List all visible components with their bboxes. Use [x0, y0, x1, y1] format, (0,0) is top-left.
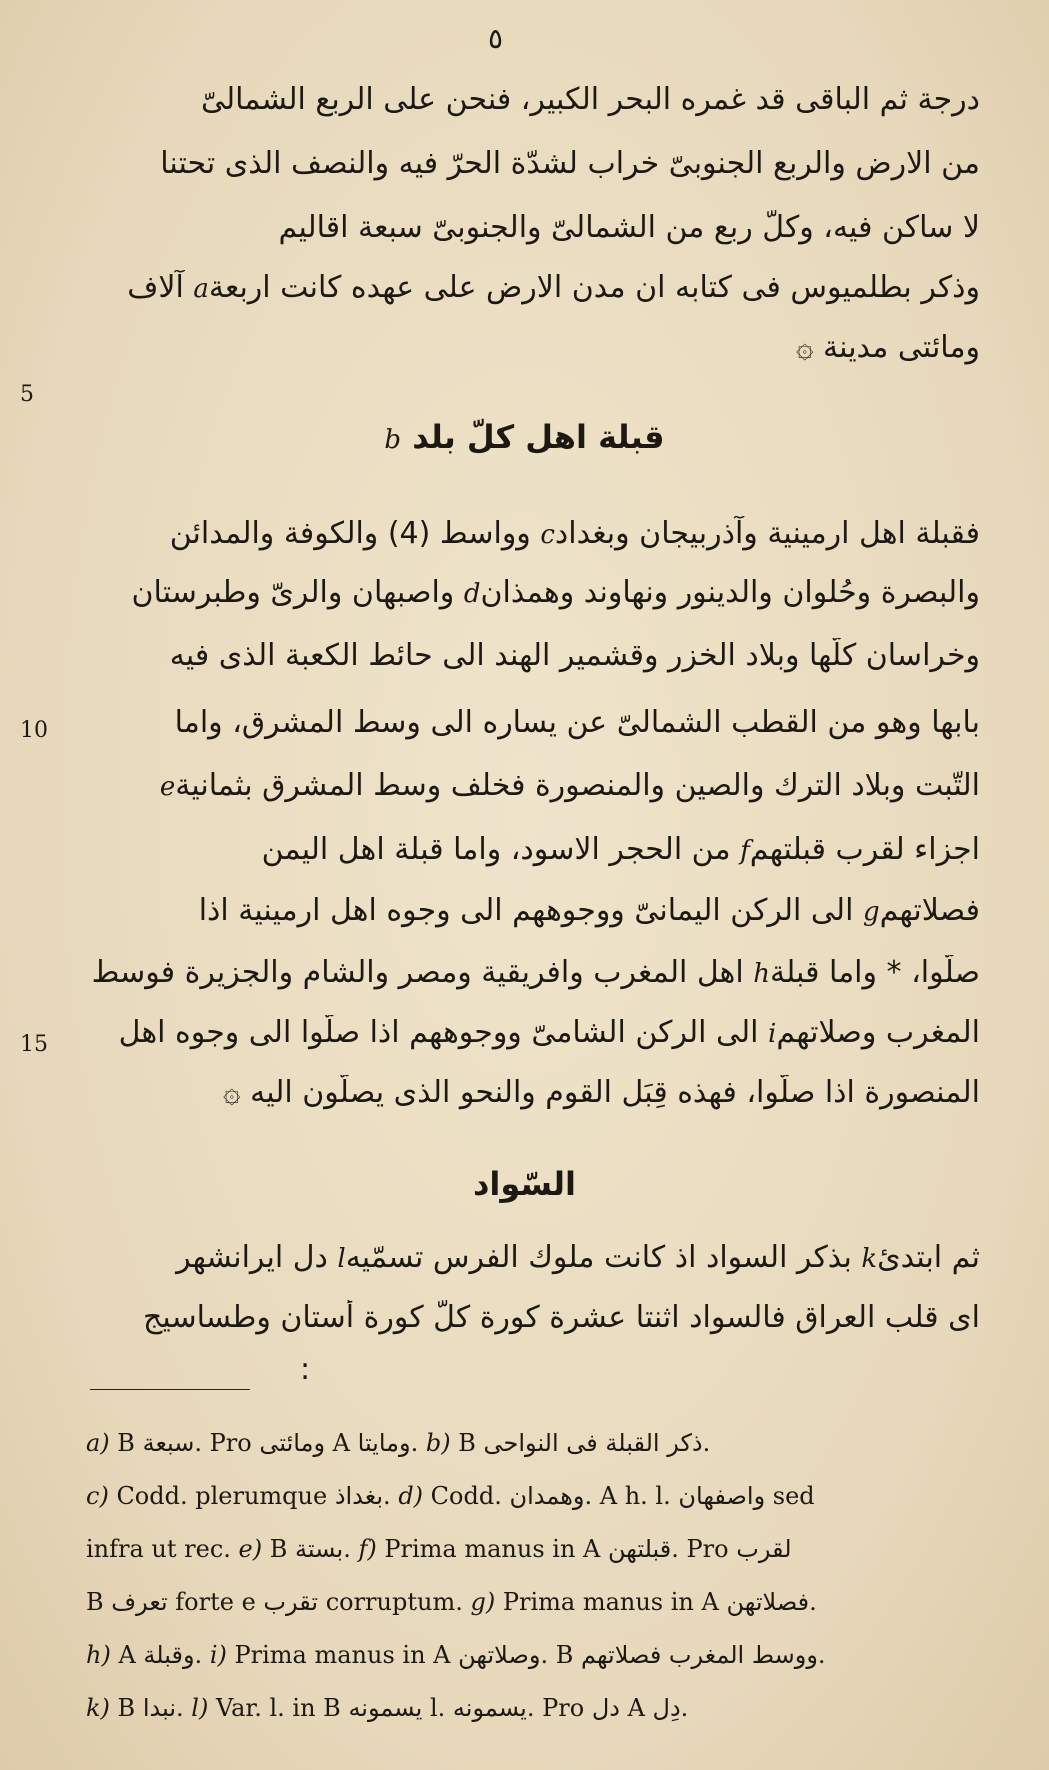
text-line [40, 832, 980, 869]
section-heading-sawad [0, 1165, 1049, 1203]
footnote-text: . [176, 1694, 192, 1722]
text-segment: درجة ثم الباقى قد غمره البحر الكبير، فنحن على الربع الشمالىّ [200, 82, 980, 117]
heading-text: السّواد [473, 1165, 576, 1203]
footnote-text: A [325, 1429, 358, 1457]
footnote-key: b) [425, 1429, 451, 1457]
text-segment: وخراسان كلّها وبلاد الخزر وقشمير الهند الى حائط الكعبة الذى فيه [169, 638, 980, 673]
arabic-variant: فصلاتهن [726, 1588, 810, 1616]
arabic-variant: تعرف [111, 1588, 168, 1616]
text-segment: المنصورة اذا صلّوا، فهذه قِبَل القوم والنحو الذى يصلّون اليه ۞ [223, 1075, 980, 1110]
footnote-line [86, 1534, 991, 1564]
footnote-text: . [817, 1641, 826, 1669]
footnote-ref: l [337, 1244, 346, 1274]
text-line [40, 638, 980, 674]
footnote-text: Prima manus in A [376, 1535, 609, 1563]
arabic-variant: يسمونه [348, 1694, 423, 1722]
text-segment: بابها وهو من القطب الشمالىّ عن يساره الى وسط المشرق، واما [174, 705, 980, 740]
text-line [40, 516, 980, 553]
footnote-text: . Pro [671, 1535, 737, 1563]
text-segment: فصلاتهم [879, 893, 980, 928]
footnote-key: c) [86, 1482, 109, 1510]
footnote-text: . A h. l. [584, 1482, 679, 1510]
arabic-variant: ومائتى [259, 1429, 326, 1457]
text-segment: ومائتى مدينة ۞ [795, 330, 980, 365]
arabic-variant: ووسط المغرب فصلاتهم [580, 1641, 818, 1669]
text-line [40, 768, 980, 805]
footnote-text: corruptum. [318, 1588, 471, 1616]
text-line [40, 1075, 980, 1111]
footnote-text: Var. l. in B [208, 1694, 349, 1722]
footnote-text: B [109, 1694, 143, 1722]
text-segment: اهل المغرب وافريقية ومصر والشام والجزيرة فوسط [91, 955, 754, 990]
footnote-key: f) [358, 1535, 377, 1563]
text-segment: من الحجر الاسود، واما قبلة اهل اليمن [261, 832, 741, 867]
text-segment: الى الركن اليمانىّ ووجوههم الى وجوه اهل ارمينية اذا [198, 893, 863, 928]
footnote-key: l) [191, 1694, 209, 1722]
arabic-variant: تقرب [263, 1588, 319, 1616]
arabic-variant: دل [591, 1694, 620, 1722]
line-number: 5 [20, 382, 34, 407]
footnote-line [86, 1428, 991, 1458]
footnote-key: h) [86, 1641, 111, 1669]
arabic-variant: قبلتهن [608, 1535, 672, 1563]
footnote-text: . [410, 1429, 426, 1457]
footnote-line [86, 1693, 991, 1723]
footnote-line [86, 1481, 991, 1511]
footnote-key: i) [209, 1641, 227, 1669]
footnote-text: Codd. [423, 1482, 510, 1510]
arabic-variant: لقرب [736, 1535, 792, 1563]
text-segment: اى قلب العراق فالسواد اثنتا عشرة كورة كلّ كورة أستان وطساسيج [143, 1300, 980, 1335]
arabic-variant: سبعة [142, 1429, 195, 1457]
line-number: 10 [20, 718, 48, 743]
text-segment: صلّوا، * واما قبلة [770, 955, 980, 990]
text-line [40, 1015, 980, 1052]
footnote-text: . Pro [194, 1429, 260, 1457]
footnote-text: A [110, 1641, 144, 1669]
text-segment: ثم ابتدئ [877, 1240, 980, 1275]
arabic-variant: بستة [295, 1535, 344, 1563]
text-segment: فقبلة اهل ارمينية وآذربيجان وبغداد [554, 516, 980, 551]
footnote-text: . [702, 1429, 711, 1457]
text-segment: اجزاء لقرب قبلتهم [749, 832, 980, 867]
footnote-text: Prima manus in A [226, 1641, 459, 1669]
text-segment: : [299, 1352, 311, 1387]
arabic-variant: وقبلة [143, 1641, 195, 1669]
footnote-rule [90, 1389, 250, 1390]
text-line [40, 330, 980, 366]
footnote-ref: b [384, 425, 402, 455]
text-line [40, 705, 980, 741]
page-number: ٥ [488, 22, 504, 55]
text-line [40, 1300, 980, 1336]
footnote-key: e) [238, 1535, 263, 1563]
text-segment: الى الركن الشامىّ ووجوههم اذا صلّوا الى وجوه اهل [118, 1015, 769, 1050]
footnote-text: sed [765, 1482, 815, 1510]
footnote-text: . [194, 1641, 210, 1669]
arabic-variant: وهمدان [509, 1482, 585, 1510]
arabic-variant: وصلاتهن [458, 1641, 541, 1669]
text-segment: وذكر بطلميوس فى كتابه ان مدن الارض على عهده كانت اربعة [208, 270, 980, 305]
text-segment: واصبهان والرىّ وطبرستان [131, 575, 464, 610]
footnote-key: d) [398, 1482, 424, 1510]
arabic-variant: ذكر القبلة فى النواحى [483, 1429, 703, 1457]
arabic-variant: واصفهان [678, 1482, 766, 1510]
section-heading-qibla [0, 418, 1049, 456]
text-segment: وواسط (4) والكوفة والمدائن [169, 516, 541, 551]
footnote-text: forte e [167, 1588, 264, 1616]
footnote-text: l. [422, 1694, 453, 1722]
text-segment: والبصرة وحُلوان والدينور ونهاوند وهمذان [480, 575, 980, 610]
line-number: 15 [20, 1032, 48, 1057]
footnote-line [86, 1640, 991, 1670]
text-line [40, 210, 980, 246]
text-segment: آلاف [127, 270, 194, 305]
footnote-text: . [809, 1588, 817, 1616]
text-segment: من الارض والربع الجنوبىّ خراب لشدّة الحرّ فيه والنصف الذى تحتنا [160, 146, 980, 181]
footnote-ref: e [159, 772, 176, 802]
footnote-ref: k [861, 1244, 878, 1274]
text-segment: دل ايرانشهر [176, 1240, 338, 1275]
text-line [40, 955, 980, 992]
heading-text: قبلة اهل كلّ بلد [412, 418, 665, 456]
text-line [40, 893, 980, 930]
text-segment: بذكر السواد اذ كانت ملوك الفرس تسمّيه [345, 1240, 862, 1275]
footnote-text: . [680, 1694, 689, 1722]
footnote-ref: i [768, 1019, 777, 1049]
arabic-variant: ومايتا [357, 1429, 411, 1457]
footnote-ref: f [740, 836, 750, 866]
text-line [40, 575, 980, 612]
footnote-ref: d [463, 579, 481, 609]
footnote-ref: h [753, 959, 771, 989]
text-segment: المغرب وصلاتهم [776, 1015, 980, 1050]
footnote-text: Codd. plerumque [108, 1482, 335, 1510]
footnote-text: . B [540, 1641, 581, 1669]
text-line [40, 270, 980, 307]
text-line [40, 82, 980, 118]
footnote-text: A [619, 1694, 653, 1722]
footnote-text: B [109, 1429, 143, 1457]
footnote-text: Prima manus in A [495, 1588, 727, 1616]
arabic-variant: دِل [652, 1694, 681, 1722]
footnote-text: . [343, 1535, 359, 1563]
footnote-line [86, 1587, 991, 1617]
footnote-key: a) [86, 1429, 110, 1457]
text-line [40, 1240, 980, 1277]
footnote-text: . Pro [526, 1694, 592, 1722]
footnote-text: infra ut rec. [86, 1535, 239, 1563]
footnote-ref: a [193, 274, 209, 304]
footnote-key: g) [470, 1588, 496, 1616]
footnote-text: B [450, 1429, 484, 1457]
footnote-ref: g [862, 897, 880, 927]
arabic-variant: نبدا [142, 1694, 176, 1722]
footnote-text: B [86, 1588, 112, 1616]
arabic-variant: بغداذ [334, 1482, 384, 1510]
text-segment: التّبت وبلاد الترك والصين والمنصورة فخلف وسط المشرق بثمانية [175, 768, 980, 803]
arabic-variant: يسمونه [452, 1694, 527, 1722]
text-line [40, 146, 980, 182]
footnote-ref: c [540, 520, 555, 550]
footnote-text: . [383, 1482, 399, 1510]
footnote-text: B [262, 1535, 296, 1563]
text-line [290, 1352, 320, 1388]
text-segment: لا ساكن فيه، وكلّ ربع من الشمالىّ والجنوبىّ سبعة اقاليم [278, 210, 980, 245]
footnote-key: k) [86, 1694, 110, 1722]
